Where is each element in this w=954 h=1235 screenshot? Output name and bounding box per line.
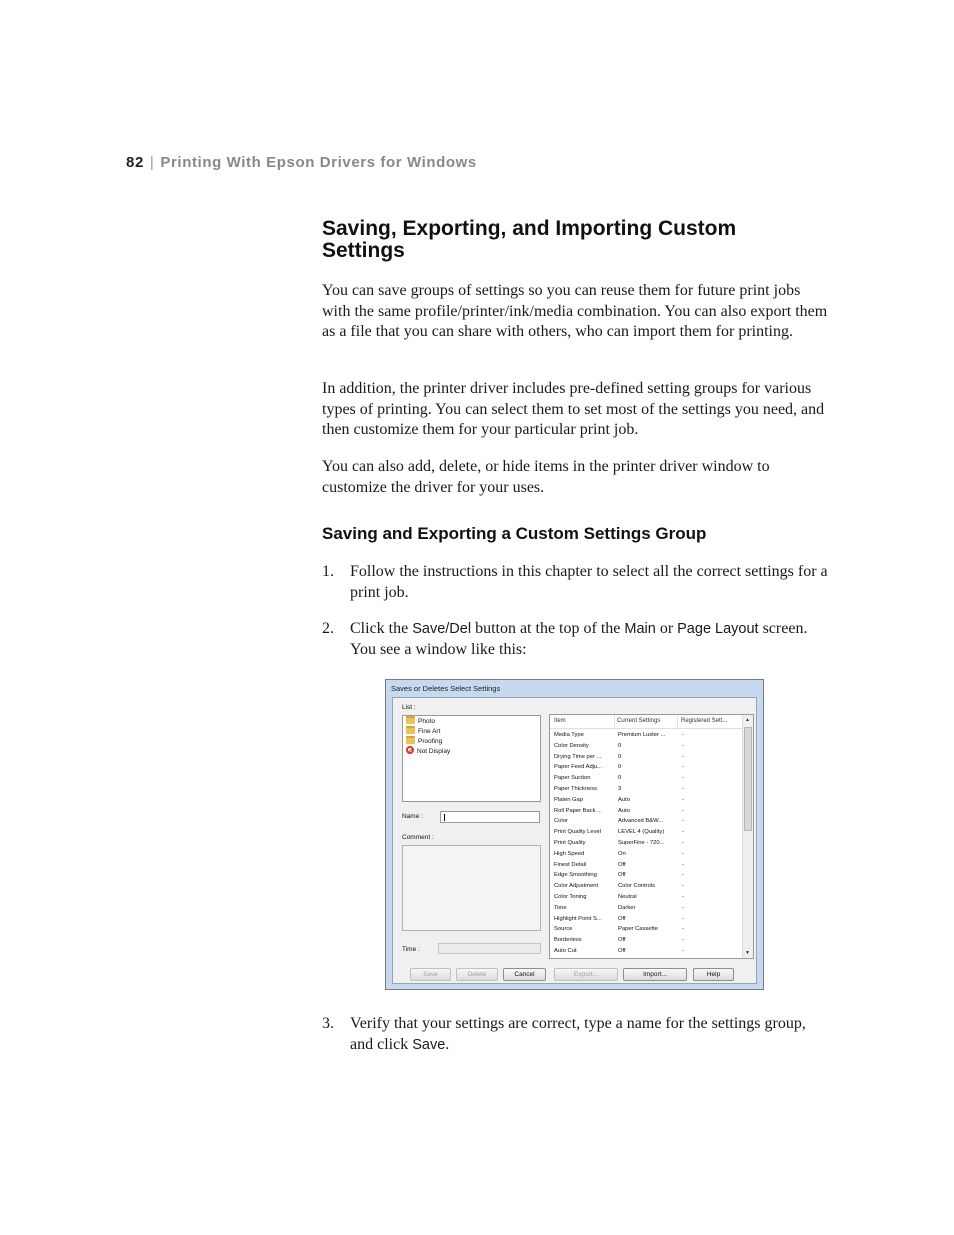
table-row[interactable] [550,881,743,892]
table-row[interactable] [550,806,743,817]
scroll-thumb[interactable] [744,727,752,831]
table-row[interactable] [550,730,743,741]
cell-current-setting: Color Controls [618,883,656,890]
step-text: Click the Save/Del button at the top of the Main or Page Layout screen. You see a window like this: [350,620,808,658]
save-settings-dialog [385,679,764,990]
time-field [438,943,541,954]
vertical-scrollbar[interactable] [742,715,753,958]
table-row[interactable] [550,762,743,773]
cell-item: Tone [554,904,567,911]
list-item-fine-art[interactable]: Fine Art [406,727,440,737]
cell-registered-setting: - [682,894,684,900]
table-row[interactable] [550,935,743,946]
cell-item: Drying Time per ... [554,753,602,760]
cell-current-setting: Premium Luster ... [618,732,666,738]
cell-registered-setting: - [682,883,684,890]
cell-item: Print Quality [554,840,586,846]
cell-current-setting: 3 [618,786,622,792]
cell-current-setting: 0 [618,742,622,749]
cell-current-setting: Advanced B&W... [618,818,664,825]
step-number: 2. [322,620,334,637]
cell-item: Paper Thickness [554,786,598,792]
comment-textarea[interactable] [402,845,541,931]
cell-current-setting: LEVEL 4 (Quality) [618,829,665,836]
cell-registered-setting: - [682,807,684,814]
cell-registered-setting: - [682,796,684,803]
help-button[interactable]: Help [693,968,734,981]
list-item-proofing[interactable]: Proofing [406,737,442,747]
settings-list[interactable] [402,715,541,802]
table-row[interactable] [550,816,743,827]
cell-current-setting: Off [618,915,626,922]
cell-item: Finest Detail [554,861,587,868]
cell-item: Media Type [554,732,584,738]
table-row[interactable] [550,946,743,957]
cell-current-setting: Darker [618,904,636,911]
cell-current-setting: SuperFine - 720... [618,840,665,846]
table-row[interactable] [550,892,743,903]
cell-current-setting: 0 [618,764,622,771]
header-separator: | [149,154,155,171]
table-row[interactable] [550,870,743,881]
paragraph-2: In addition, the printer driver includes pre-defined setting groups for various types of printing. You can select them to set most of the settings you need, and then customize them for your particular print job. [322,380,825,438]
ui-term-save-del: Save/Del [412,621,472,637]
dialog-title: Saves or Deletes Select Settings [391,684,501,693]
cell-registered-setting: - [682,818,684,825]
settings-table[interactable] [549,714,754,959]
cell-item: Color Adjustment [554,883,599,890]
time-label: Time : [402,946,420,953]
cancel-button[interactable]: Cancel [503,968,546,981]
folder-icon [406,736,415,744]
cell-registered-setting: - [682,926,684,933]
cell-item: Edge Smoothing [554,872,597,879]
import-button[interactable]: Import... [623,968,687,981]
section-title: Saving, Exporting, and Importing Custom Settings [322,217,737,262]
step-number: 3. [322,1015,334,1032]
step-number: 1. [322,563,334,580]
cell-registered-setting: - [682,732,684,738]
paragraph-3: You can also add, delete, or hide items in the printer driver window to customize the driver for your uses. [322,458,770,496]
ui-term-main: Main [624,621,656,637]
list-item-photo[interactable]: Photo [406,717,435,727]
text-caret [444,814,445,821]
cell-item: Borderless [554,937,582,944]
delete-button[interactable]: Delete [456,968,498,981]
step-text: Follow the instructions in this chapter to select all the correct settings for a print job. [350,563,828,601]
cell-item: Color Density [554,742,589,749]
cell-registered-setting: - [682,829,684,836]
column-header-current[interactable]: Current Settings [617,718,661,724]
cell-registered-setting: - [682,904,684,911]
column-header-item[interactable]: Item [554,718,566,724]
cell-registered-setting: - [682,775,684,782]
cell-registered-setting: - [682,764,684,771]
table-row[interactable] [550,752,743,763]
cell-current-setting: 0 [618,753,622,760]
table-row[interactable] [550,784,743,795]
ui-term-save: Save [412,1036,446,1053]
export-button[interactable]: Export... [554,968,618,981]
prohibited-icon [406,746,414,754]
step-text: Verify that your settings are correct, type a name for the settings group, and click Save. [350,1015,806,1053]
list-label: List : [402,704,416,711]
cell-registered-setting: - [682,850,684,857]
table-row[interactable] [550,903,743,914]
table-header [550,715,743,729]
folder-icon [406,726,415,734]
table-row[interactable] [550,795,743,806]
table-row[interactable] [550,924,743,935]
cell-registered-setting: - [682,948,684,954]
cell-current-setting: Off [618,948,626,954]
header-title: Printing With Epson Drivers for Windows [160,154,477,171]
ui-term-page-layout: Page Layout [677,621,759,637]
cell-registered-setting: - [682,937,684,944]
name-input[interactable] [440,811,540,823]
cell-current-setting: 0 [618,775,622,782]
dialog-body [392,697,757,984]
table-row[interactable] [550,860,743,871]
table-row[interactable] [550,849,743,860]
table-row[interactable] [550,914,743,925]
cell-item: Auto Cut [554,948,577,954]
cell-registered-setting: - [682,786,684,792]
cell-registered-setting: - [682,840,684,846]
table-row[interactable] [550,827,743,838]
cell-registered-setting: - [682,753,684,760]
cell-current-setting: Neutral [618,894,637,900]
table-row[interactable] [550,773,743,784]
table-row[interactable] [550,838,743,849]
cell-registered-setting: - [682,915,684,922]
table-row[interactable] [550,741,743,752]
cell-current-setting: On [618,850,626,857]
comment-label: Comment : [402,834,434,841]
scroll-down-icon[interactable]: ▼ [745,950,750,956]
cell-item: Roll Paper Back ... [554,807,603,814]
cell-item: Source [554,926,573,933]
page-number: 82 [126,154,144,171]
paragraph-1: You can save groups of settings so you can reuse them for future print jobs with the same profile/printer/ink/media combination. You can also export them as a file that you can share with others, who can import them for printing. [322,282,828,340]
cell-current-setting: Off [618,937,626,944]
cell-item: Color Toning [554,894,587,900]
column-header-registered[interactable]: Registered Sett... [681,718,728,724]
list-item-not-display[interactable]: Not Display [406,747,450,757]
folder-icon [406,716,415,724]
cell-current-setting: Off [618,861,626,868]
name-label: Name : [402,813,423,820]
cell-registered-setting: - [682,872,684,879]
cell-item: Color [554,818,568,825]
cell-item: Paper Suction [554,775,591,782]
cell-registered-setting: - [682,861,684,868]
cell-item: Print Quality Level [554,829,602,836]
save-button[interactable]: Save [410,968,451,981]
scroll-up-icon[interactable]: ▲ [745,717,750,723]
cell-item: Paper Feed Adju... [554,764,603,771]
cell-current-setting: Auto [618,796,630,803]
cell-current-setting: Off [618,872,626,879]
running-header [126,154,477,171]
cell-item: Platen Gap [554,796,584,803]
cell-registered-setting: - [682,742,684,749]
cell-current-setting: Auto [618,807,630,814]
cell-item: Highlight Point S... [554,915,602,922]
cell-current-setting: Paper Cassette [618,926,658,933]
subsection-title: Saving and Exporting a Custom Settings Group [322,524,707,543]
cell-item: High Speed [554,850,585,857]
